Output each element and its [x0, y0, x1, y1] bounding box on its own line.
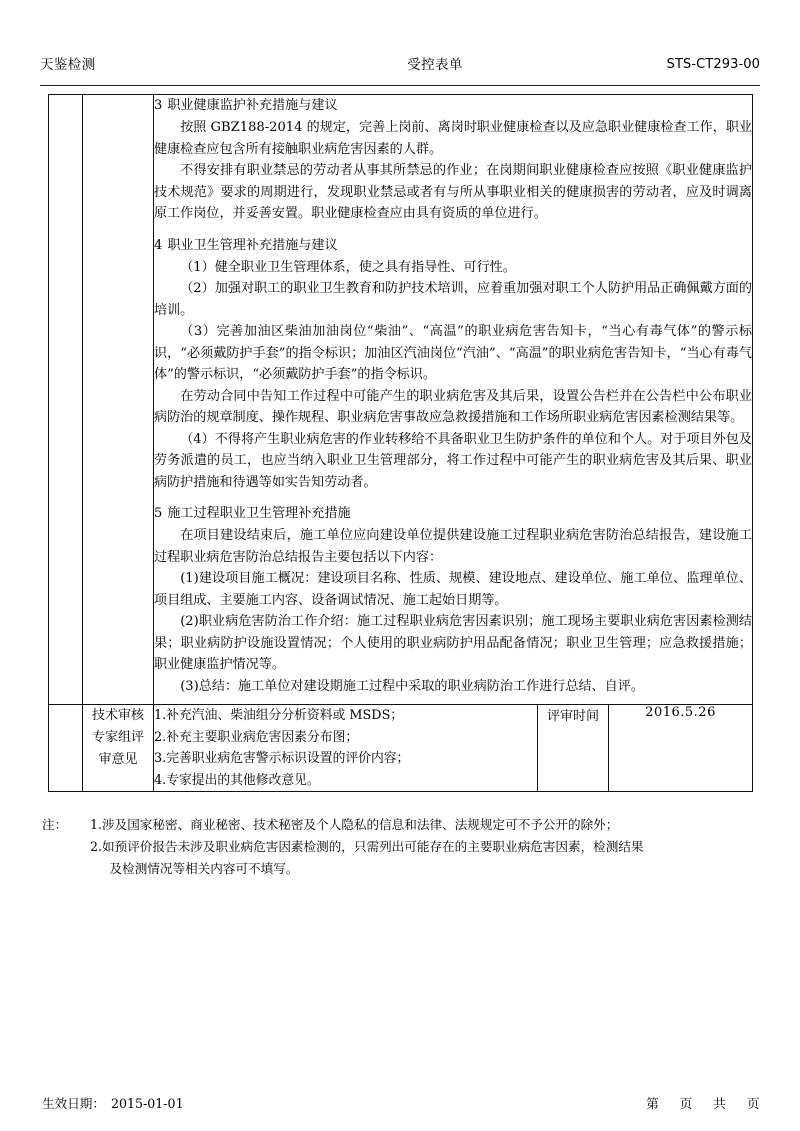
section-5-heading — [154, 503, 752, 525]
notes-block — [42, 814, 768, 880]
main-content-cell — [154, 95, 753, 705]
spacer — [154, 493, 752, 503]
section-3-paragraph-1: 按照 GBZ188-2014 的规定，完善上岗前、离岗时职业健康检查以及应急职业健康检查工作，职业健康检查应包含所有接触职业病危害因素的人群。 — [154, 120, 753, 157]
table-row-review — [49, 705, 753, 792]
header-form-code: STS-CT293-00 — [666, 57, 760, 72]
document-footer — [42, 1093, 760, 1112]
effective-date-label: 生效日期： — [42, 1096, 105, 1111]
left-margin-cell-review — [49, 705, 83, 792]
note-item-2-cont: 及检测情况等相关内容可不填写。 — [109, 861, 299, 876]
effective-date-value: 2015-01-01 — [110, 1096, 184, 1111]
page-number-block — [560, 1093, 760, 1112]
left-margin-cell — [49, 95, 83, 705]
header-form-title: 受控表单 — [407, 57, 463, 73]
section-5-intro: 在项目建设结束后，施工单位应向建设单位提供建设施工过程职业病危害防治总结报告，建设施工过程职业病危害防治总结报告主要包括以下内容： — [154, 528, 753, 565]
section-3-heading — [154, 95, 752, 117]
section-4-heading — [154, 235, 752, 257]
spacer — [154, 225, 752, 235]
section-5-title: 施工过程职业卫生管理补充措施 — [167, 506, 351, 521]
note-item-2: 2.如预评价报告未涉及职业病危害因素检测的，只需列出可能存在的主要职业病危害因素，检测结果 — [90, 839, 644, 854]
total-unit-label: 页 — [746, 1096, 760, 1111]
document-header — [40, 55, 760, 86]
total-prefix-label: 共 — [713, 1096, 727, 1111]
review-opinion-item: 1.补充汽油、柴油组分分析资料或 MSDS； — [154, 708, 404, 723]
section-5-item-1: (1)建设项目施工概况：建设项目名称、性质、规模、建设地点、建设单位、施工单位、监理单位、项目组成、主要施工内容、设备调试情况、施工起始日期等。 — [154, 571, 753, 608]
review-label-line-1: 技术审核 — [91, 708, 144, 723]
page-prefix-label: 第 — [646, 1096, 660, 1111]
note-item-1: 1.涉及国家秘密、商业秘密、技术秘密及个人隐私的信息和法律、法规规定可不予公开的除外； — [90, 817, 619, 832]
section-4-item-4: （4）不得将产生职业病危害的作业转移给不具备职业卫生防护条件的单位和个人。对于项目外包及劳务派遣的员工，也应当纳入职业卫生管理部分，将工作过程中可能产生的职业病危害及其后果、职业病防护措施和待遇等如实告知劳动者。 — [154, 431, 753, 490]
section-5-item-3: (3)总结：施工单位对建设期施工过程中采取的职业病防治工作进行总结、自评。 — [180, 678, 644, 694]
section-3-title: 职业健康监护补充措施与建议 — [167, 98, 338, 113]
section-5-number: 5 — [154, 506, 163, 521]
label-column-cell — [83, 95, 154, 705]
table-row-content — [49, 95, 753, 705]
section-3-number: 3 — [154, 98, 163, 113]
section-5-item-2: (2)职业病危害防治工作介绍：施工过程职业病危害因素识别；施工现场主要职业病危害因素检测结果；职业病防护设施设置情况；个人使用的职业病防护用品配备情况；职业卫生管理；应急救援措施；职业健康监护情况等。 — [154, 614, 753, 672]
page-unit-label: 页 — [679, 1096, 693, 1111]
section-4-item-2: （2）加强对职工的职业卫生教育和防护技术培训，应着重加强对职工个人防护用品正确佩戴方面的培训。 — [154, 281, 753, 318]
section-4-title: 职业卫生管理补充措施与建议 — [167, 237, 338, 253]
review-time-value-cell: 2016.5.26 — [609, 705, 753, 792]
section-4-paragraph-contract: 在劳动合同中告知工作过程中可能产生的职业病危害及其后果，设置公告栏并在公告栏中公布职业病防治的规章制度、操作规程、职业病危害事故应急救援措施和工作场所职业病危害因素检测结果等。 — [154, 388, 753, 425]
review-opinions-cell — [154, 705, 538, 792]
review-opinion-item: 4.专家提出的其他修改意见。 — [154, 772, 320, 788]
section-4-item-3: （3）完善加油区柴油加油岗位“柴油”、“高温”的职业病危害告知卡，“当心有毒气体”的警示标识，“必须戴防护手套”的指令标识；加油区汽油岗位“汽油”、“高温”的职业病危害告知卡，“当心有毒气体”的警示标识，“必须戴防护手套”的指令标识。 — [154, 324, 753, 382]
section-4-item-1: （1）健全职业卫生管理体系，使之具有指导性、可行性。 — [180, 259, 516, 275]
review-time-label-cell: 评审时间 — [538, 705, 609, 792]
review-label-cell — [83, 705, 154, 792]
section-3-paragraph-2: 不得安排有职业禁忌的劳动者从事其所禁忌的作业；在岗期间职业健康检查应按照《职业健康监护技术规范》要求的周期进行，发现职业禁忌或者有与所从事职业相关的健康损害的劳动者，应及时调离原工作岗位，并妥善安置。职业健康检查应由具有资质的单位进行。 — [154, 163, 753, 221]
section-4-number: 4 — [154, 237, 163, 253]
form-table — [48, 94, 753, 792]
effective-date-block — [42, 1093, 560, 1112]
review-opinion-item: 2.补充主要职业病危害因素分布图； — [154, 729, 359, 745]
review-label-line-2: 专家组评 — [91, 730, 144, 745]
review-label-line-3: 审意见 — [98, 752, 138, 767]
notes-label: 注： — [42, 817, 68, 832]
review-opinion-item: 3.完善职业病危害警示标识设置的评价内容； — [154, 751, 410, 766]
spacer — [154, 697, 752, 704]
header-company-name: 天鉴检测 — [40, 57, 96, 73]
